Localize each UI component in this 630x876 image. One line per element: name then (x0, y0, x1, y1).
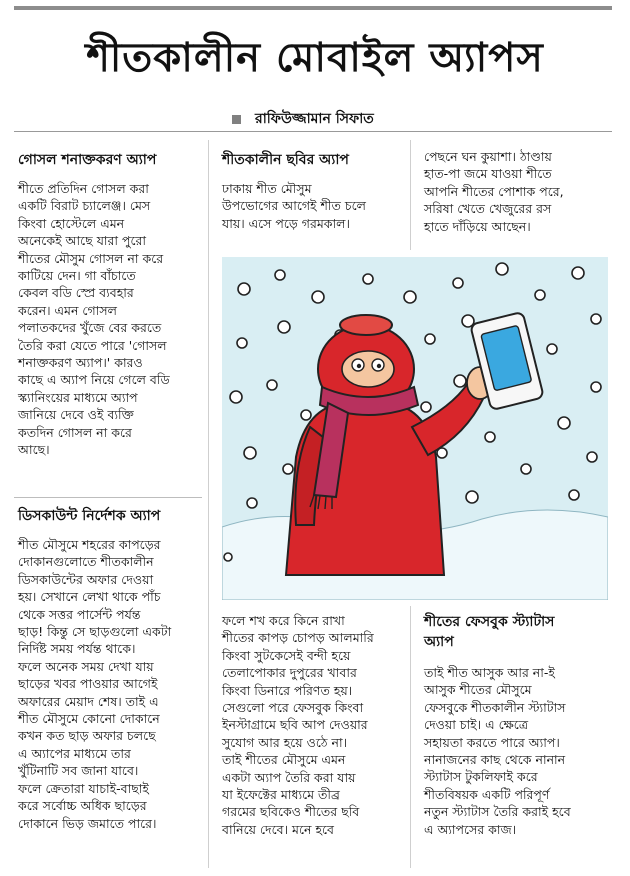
text-line: হাত-পা জমে যাওয়া শীতে (424, 166, 552, 182)
column-divider (410, 606, 411, 868)
text-line: হয়। সেখানে লেখা থাকে পাঁচ (18, 589, 161, 605)
text-line: করে সর্বোচ্চ অধিক ছাড়ের (18, 798, 147, 814)
text-line: কিংবা ডিনারে পরিণত হয়। (222, 682, 353, 698)
text-line: অফারের মেয়াদ শেষ। তাই এ (18, 693, 159, 709)
text-line: ছাড়ের খবর পাওয়ার আগেই (18, 676, 158, 692)
text-line: ফলে ক্রেতারা যাচাই-বাছাই (18, 780, 149, 796)
section-divider (14, 497, 202, 498)
text-line: আপনি শীতের পোশাক পরে, (424, 183, 564, 199)
winter-cartoon (222, 257, 608, 600)
text-line: দোকানগুলোতে শীতকালীন (18, 554, 154, 570)
text-line: উপভোগের আগেই শীত চলে (222, 198, 366, 214)
text-line: থেকে সত্তর পার্সেন্ট পর্যন্ত (18, 606, 141, 622)
text-line: দেওয়া চাই। এ ক্ষেত্রে (424, 717, 529, 733)
text-line: আছে। (18, 442, 50, 458)
heading-line: শীতের ফেসবুক স্ট্যাটাস (424, 614, 555, 630)
text-line: বানিয়ে দেবে। মনে হবে (222, 821, 334, 837)
section-heading-bath: গোসল শনাক্তকরণ অ্যাপ (18, 152, 157, 168)
section-text-photo-effect (222, 612, 374, 838)
text-line: ঢাকায় শীত মৌসুম (222, 181, 312, 196)
text-line: ফলে অনেক সময় দেখা যায় (18, 658, 154, 674)
text-line: গরমের ছবিকেও শীতের ছবি (222, 804, 360, 820)
text-line: করেন। এমন গোসল (18, 302, 117, 318)
author-name: রাফিউজ্জামান সিফাত (255, 111, 374, 127)
text-line: কাটিয়ে দেন। গা বাঁচাতে (18, 268, 136, 284)
section-text-winter-photo (222, 180, 366, 232)
section-heading-discount: ডিসকাউন্ট নির্দেশক অ্যাপ (18, 508, 161, 524)
section-text-continuation (424, 148, 564, 235)
text-line: শীতের মৌসুম গোসল না করে (18, 250, 164, 266)
text-line: কেবল বডি স্প্রে ব্যবহার (18, 285, 134, 301)
text-line: শীত মৌসুমে শহরের কাপড়ের (18, 537, 161, 552)
text-line: সেগুলো পরে ফেসবুক কিংবা (222, 700, 364, 716)
text-line: পলাতকদের খুঁজে বের করতে (18, 320, 162, 336)
hat-fur (340, 315, 392, 335)
text-line: নতুন স্ট্যাটাস তৈরি করাই হবে (424, 804, 571, 820)
text-line: আসুক শীতের মৌসুমে (424, 682, 532, 698)
byline (232, 107, 374, 131)
text-line: ফলে শখ করে কিনে রাখা (222, 613, 345, 628)
text-line: কিংবা হোস্টেলে এমন (18, 215, 125, 231)
text-line: কাছে এ অ্যাপ নিয়ে গেলে বডি (18, 372, 170, 388)
text-line: তাই শীতের মৌসুমে এমন (222, 752, 346, 768)
text-line: যায়। এসে পড়ে গরমকাল। (222, 215, 350, 231)
text-line: তেলাপোকার দুপুরের খাবার (222, 665, 357, 681)
headline: শীতকালীন মোবাইল অ্যাপস (86, 34, 544, 81)
text-line: স্ট্যাটাস টুকলিফাই করে (424, 769, 538, 785)
column-divider (208, 140, 209, 868)
text-line: দোকানে ভিড় জমাতে পারে। (18, 815, 157, 831)
text-line: একটি বিরাট চ্যালেঞ্জ। মেস (18, 198, 151, 214)
text-line: নির্দিষ্ট সময় পর্যন্ত থাকে। (18, 641, 136, 657)
text-line: যা ইফেক্টের মাধ্যমে তীব্র (222, 787, 340, 803)
text-line: ডিসকাউন্টের অফার দেওয়া (18, 571, 154, 587)
text-line: হাতে দাঁড়িয়ে আছেন। (424, 218, 531, 234)
section-heading-winter-photo: শীতকালীন ছবির অ্যাপ (222, 152, 349, 168)
text-line: স্ক্যানিংয়ের মাধ্যমে অ্যাপ (18, 389, 138, 405)
text-line: শীতের কাপড় চোপড় আলমারি (222, 630, 374, 646)
section-heading-facebook-status (424, 612, 554, 652)
text-line: এ অ্যাপসের কাজ। (424, 821, 517, 837)
text-line: অনেকেই আছে যারা পুরো (18, 233, 147, 249)
text-line: তাই শীত আসুক আর না-ই (424, 665, 555, 680)
header-divider (14, 131, 612, 132)
text-line: শনাক্তকরণ অ্যাপ।' কারও (18, 355, 143, 371)
byline-bullet (232, 115, 241, 124)
text-line: সুযোগ আর হয়ে ওঠে না। (222, 734, 348, 750)
text-line: খুঁটিনাটি সব জানা যাবে। (18, 763, 139, 779)
text-line: সরিষা খেতে খেজুরের রস (424, 201, 552, 217)
text-line: ফেসবুকে শীতকালীন স্ট্যাটাস (424, 699, 566, 715)
text-line: ছাড়! কিন্তু সে ছাড়গুলো একটা (18, 624, 172, 640)
section-text-facebook-status (424, 664, 571, 838)
section-text-discount (18, 536, 171, 832)
text-line: সহায়তা করতে পারে অ্যাপ। (424, 734, 560, 750)
text-line: শীত মৌসুমে কোনো দোকানে (18, 711, 160, 727)
text-line: জানিয়ে দেবে ওই ব্যক্তি (18, 407, 134, 423)
section-text-bath (18, 180, 170, 459)
text-line: কতদিন গোসল না করে (18, 424, 132, 440)
top-rule (14, 6, 612, 10)
text-line: এ অ্যাপের মাধ্যমে তার (18, 745, 131, 761)
text-line: কখন কত ছাড় অফার চলছে (18, 728, 156, 744)
text-line: শীতবিষয়ক একটি পরিপূর্ণ (424, 786, 550, 802)
text-line: একটা অ্যাপ তৈরি করা যায় (222, 769, 356, 785)
column-divider (410, 140, 411, 250)
face (342, 351, 394, 387)
text-line: তৈরি করা যেতে পারে 'গোসল (18, 337, 167, 353)
text-line: শীতে প্রতিদিন গোসল করা (18, 181, 149, 196)
text-line: ইনস্টাগ্রামে ছবি আপ দেওয়ার (222, 717, 368, 733)
text-line: নানাজনের কাছ থেকে নানান (424, 752, 566, 768)
text-line: কিংবা সুটকেসেই বন্দী হয়ে (222, 647, 351, 663)
text-line: পেছনে ঘন কুয়াশা। ঠাণ্ডায় (424, 149, 552, 164)
heading-line: অ্যাপ (424, 634, 454, 650)
